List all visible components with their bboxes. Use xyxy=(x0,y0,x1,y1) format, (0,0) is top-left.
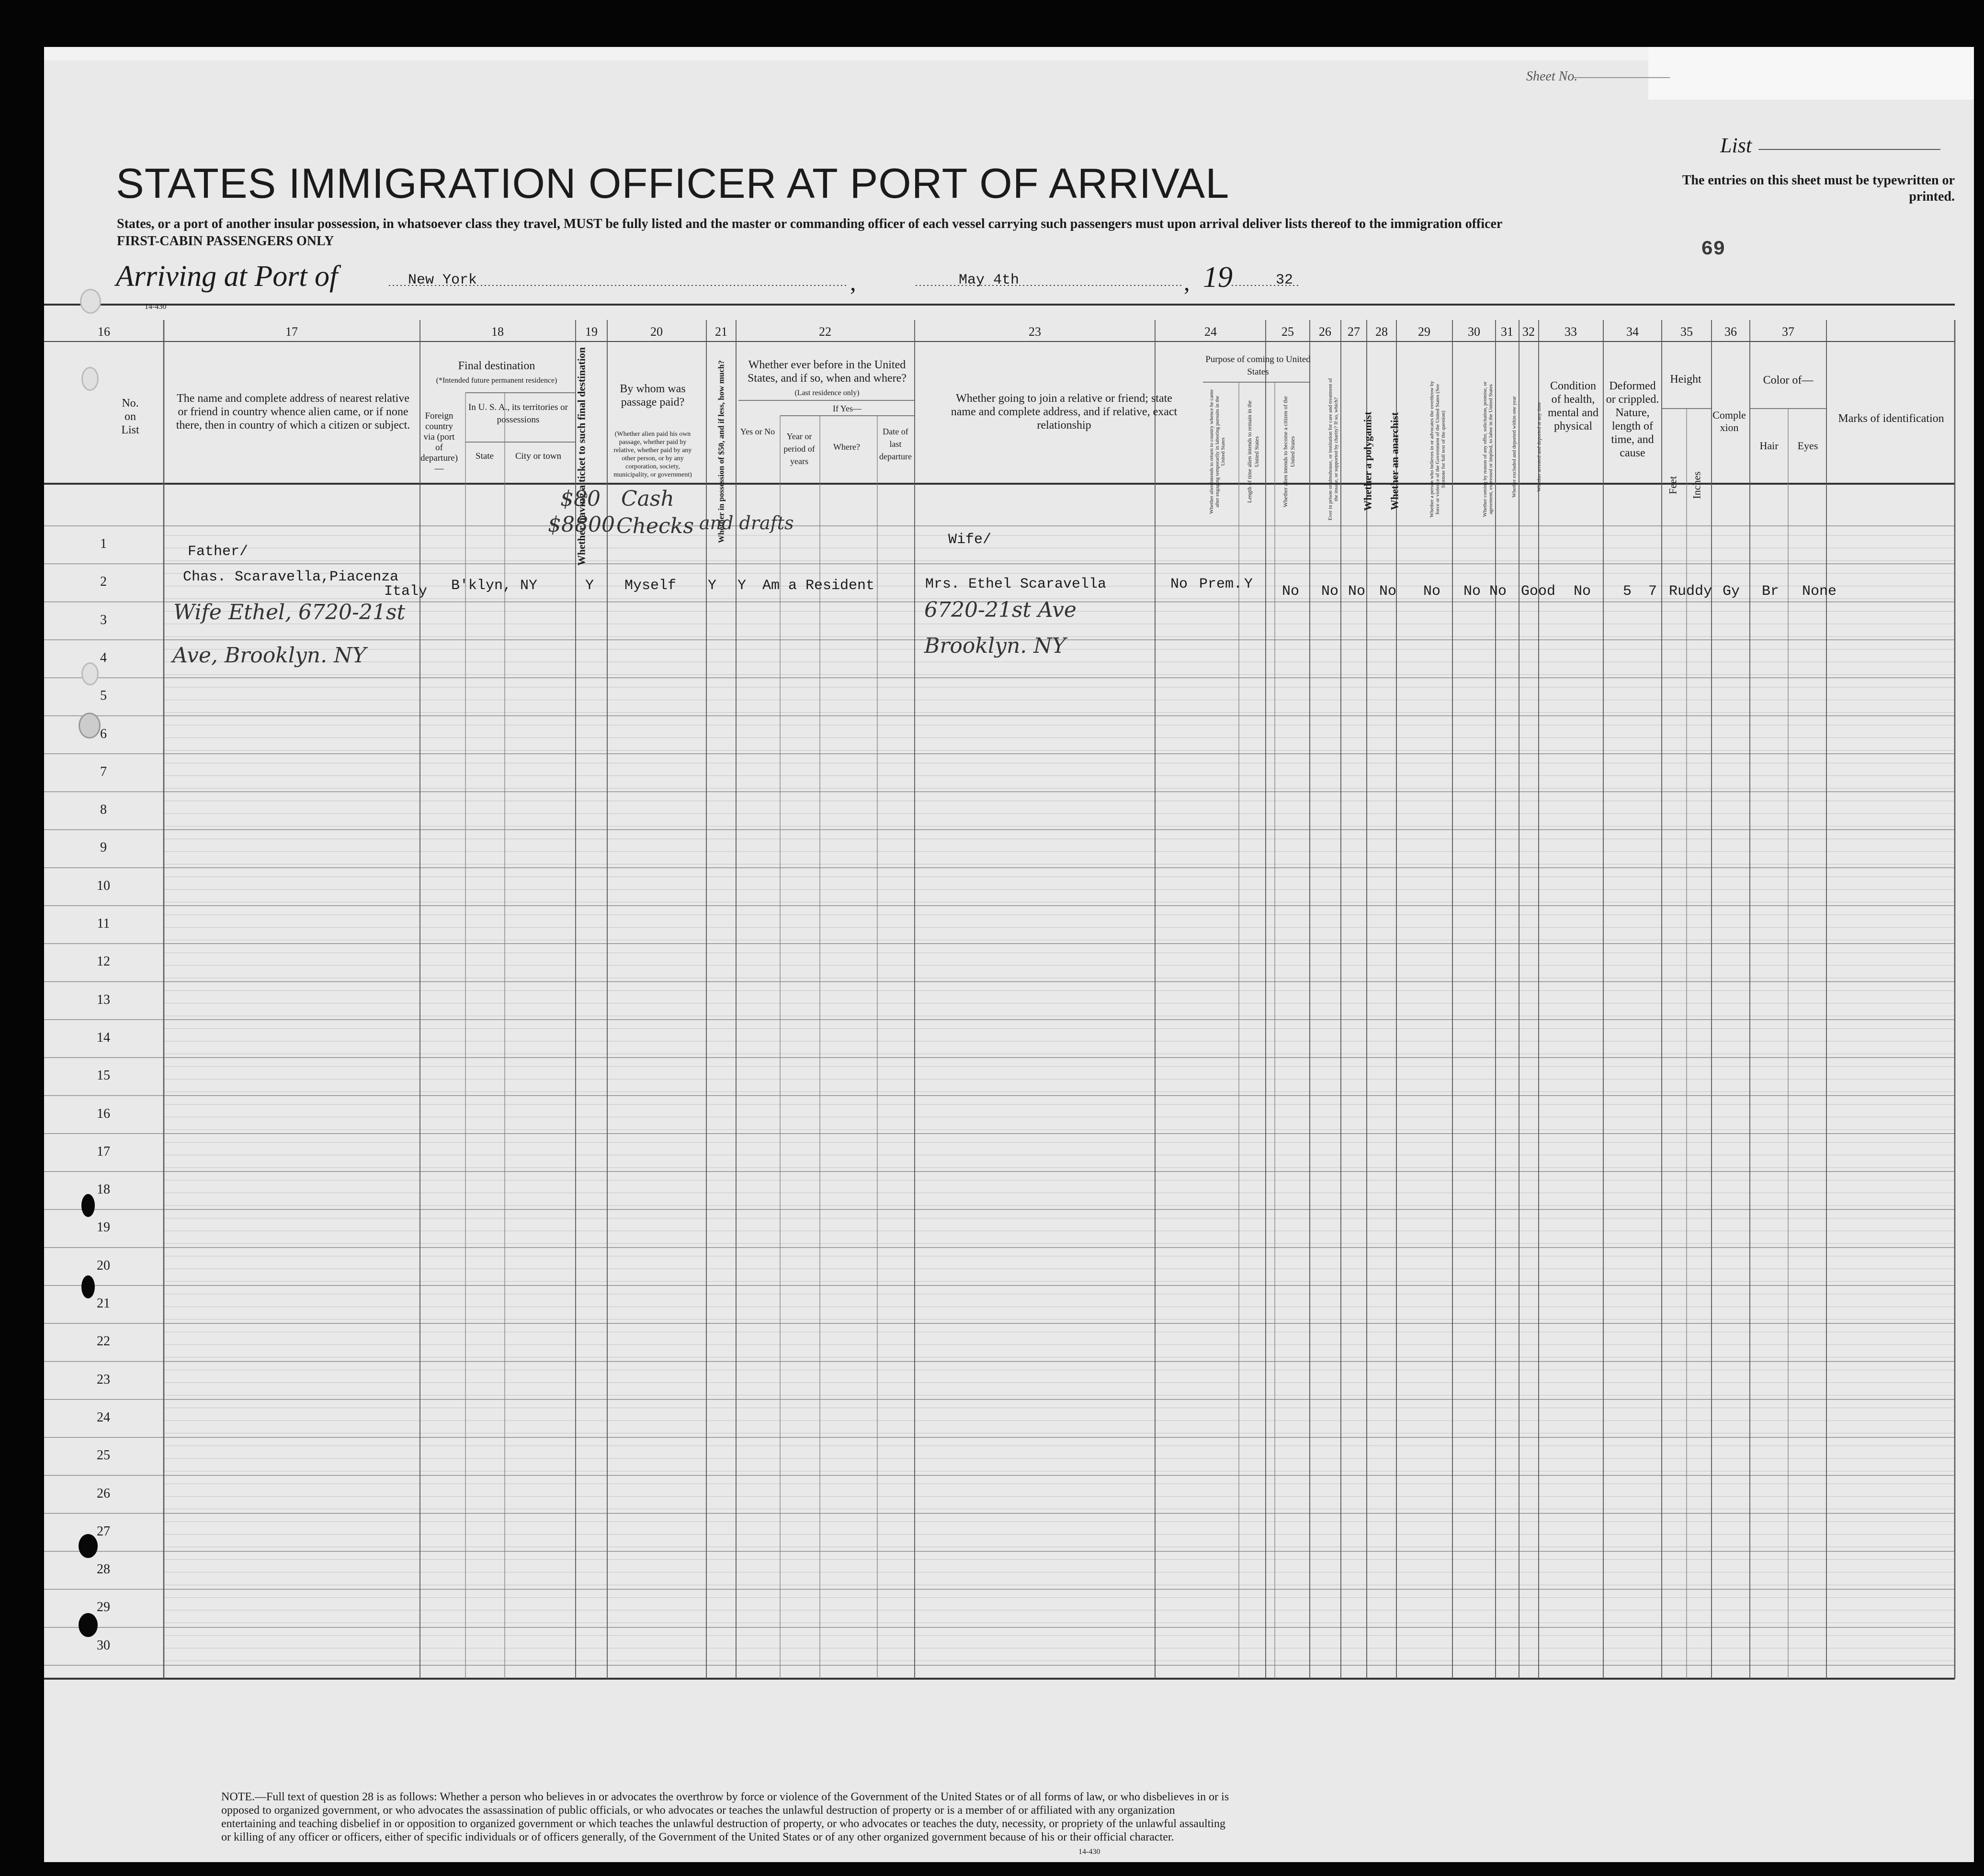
column-number: 33 xyxy=(1565,325,1577,339)
footnote-form-number: 14-430 xyxy=(1078,1848,1100,1856)
row-number: 22 xyxy=(97,1334,110,1349)
marks-value: None xyxy=(1802,583,1837,600)
row-number: 10 xyxy=(97,878,110,893)
purpose-return: No xyxy=(1170,576,1188,592)
year-comma: , xyxy=(1184,269,1190,296)
column-number: 21 xyxy=(715,325,727,339)
header-hair: Hair xyxy=(1759,440,1779,452)
before-in-us-value: Y xyxy=(737,578,747,594)
column-number: 35 xyxy=(1680,325,1693,339)
row-number: 25 xyxy=(97,1448,110,1463)
join-label: Wife/ xyxy=(948,532,992,548)
column-number: 22 xyxy=(819,325,831,339)
header-last-residence: (Last residence only) xyxy=(794,389,860,397)
column-number: 25 xyxy=(1281,325,1294,339)
year-suffix: 32 xyxy=(1276,272,1293,288)
handwritten-cash: Cash xyxy=(621,487,674,511)
list-label: List xyxy=(1720,134,1752,157)
header-excluded: Whether excluded and deported within one year xyxy=(1511,396,1517,498)
header-marks: Marks of identification xyxy=(1838,412,1944,425)
column-number: 32 xyxy=(1522,325,1535,339)
anarchist-value: No xyxy=(1348,583,1366,600)
header-inches: Inches xyxy=(1690,471,1703,499)
row-number: 30 xyxy=(97,1637,110,1653)
column-number: 37 xyxy=(1782,325,1794,339)
row-number: 16 xyxy=(97,1106,110,1121)
row-number: 19 xyxy=(97,1220,110,1235)
row-number: 9 xyxy=(100,840,107,855)
header-passage-paid: By whom was passage paid? xyxy=(620,383,686,409)
binder-hole xyxy=(80,289,101,314)
complexion-value: Ruddy xyxy=(1669,583,1712,600)
header-deported: Whether arrested and deported at any time xyxy=(1536,402,1542,492)
ticket-value: Y xyxy=(585,578,594,594)
row-number: 7 xyxy=(100,764,107,779)
header-no-on-list: No. on List xyxy=(121,397,139,436)
date-value: May 4th xyxy=(959,272,1020,288)
column-number: 30 xyxy=(1468,325,1480,339)
header-eyes: Eyes xyxy=(1797,440,1818,452)
header-labor-offer: Whether coming by reason of any offer, solicitation, promise, or agreement, expressed or implied, to labor in the United States xyxy=(1482,381,1494,517)
footnote: NOTE.—Full text of question 28 is as follows: Whether a person who believes in or advocates the overthrow by force or violence of the Government of the United States or of all forms of law, or who disbelieves in or is opposed to organized government, or who advocates the assassination of public officials, or who advocates or teaches the unlawful destruction of property or is a member of or affiliated with any organization entertaining and teaching disbelief in or opposition to organized government or which teaches the unlawful destruction of property, or who advocates or teaches the duty, necessity, or propriety of the unlawful assaulting or killing of any officer or officers, either of specific individuals or of officers generally, of the Government of the United States or of any other organized government because of his or their official character. xyxy=(221,1791,1229,1843)
row-number: 28 xyxy=(97,1562,110,1577)
destination: B'klyn, NY xyxy=(451,578,538,594)
row-number: 24 xyxy=(97,1410,110,1425)
column-number: 16 xyxy=(98,325,110,339)
purpose-length: Prem. xyxy=(1199,576,1243,592)
polygamist-value: No xyxy=(1321,583,1339,600)
header-if-yes: If Yes— xyxy=(832,404,862,413)
row-number: 8 xyxy=(100,802,107,818)
deported-value: No xyxy=(1489,583,1507,600)
binder-hole xyxy=(81,1275,95,1298)
column-number: 23 xyxy=(1029,325,1041,339)
header-yes-or-no: Yes or No xyxy=(740,427,775,436)
handwritten-drafts: and drafts xyxy=(699,512,794,534)
entries-note: The entries on this sheet must be typewritten or printed. xyxy=(1682,173,1955,204)
row-number: 20 xyxy=(97,1258,110,1273)
row-number: 1 xyxy=(100,536,107,551)
handwritten-relative-line-2: Ave, Brooklyn. NY xyxy=(172,643,366,668)
class-line: FIRST-CABIN PASSENGERS ONLY xyxy=(117,234,334,249)
passage-paid-value: Myself xyxy=(624,578,677,594)
intro-line: States, or a port of another insular possession, in whatsoever class they travel, MUST be fully listed and the master or commanding officer of each vessel carrying such passengers must upon arrival deliver lists thereof to the immigration officer xyxy=(117,216,1503,231)
header-purpose-return: Whether alien intends to return to country whence he came after engaging temporarily in laboring pursuits in the United States xyxy=(1209,389,1226,514)
header-where: Where? xyxy=(833,442,860,452)
header-purpose-citizen: Whether alien intends to become a citizen of the United States xyxy=(1282,396,1296,507)
relative-label: Father/ xyxy=(188,544,249,560)
header-deformed: Deformed or crippled. Nature, length of time, and cause xyxy=(1606,380,1659,459)
handwritten-join-line-2: Brooklyn. NY xyxy=(924,634,1066,658)
row-number: 14 xyxy=(97,1030,110,1045)
row-number: 15 xyxy=(97,1068,110,1083)
arriving-label: Arriving at Port of xyxy=(116,260,338,293)
date-comma: , xyxy=(850,269,856,296)
manifest-sheet xyxy=(44,47,1974,1862)
column-number: 27 xyxy=(1348,325,1360,339)
row-number: 12 xyxy=(97,954,110,969)
header-fifty-dollars: Whether in possession of $50, and if less, how much? xyxy=(716,360,726,543)
overthrow-value: No xyxy=(1379,583,1397,600)
header-overthrow: Whether a person who believes in or advocates the overthrow by force or violence of the Government of the United States (See footnote for full text of the question) xyxy=(1429,381,1446,518)
form-number: 14-430 xyxy=(145,303,167,311)
row-number: 21 xyxy=(97,1296,110,1311)
column-number: 34 xyxy=(1626,325,1639,339)
before-detail: Am a Resident xyxy=(762,578,875,594)
header-purpose-length: Length of time alien intends to remain in the United States xyxy=(1246,400,1260,503)
row-number: 17 xyxy=(97,1144,110,1159)
header-city-or-town: City or town xyxy=(515,451,562,461)
header-feet: Feet xyxy=(1667,476,1679,494)
handwritten-money-2: $8800 xyxy=(548,512,615,537)
row-number: 11 xyxy=(97,916,110,931)
row-number: 2 xyxy=(100,574,107,590)
relative-name: Chas. Scaravella,Piacenza xyxy=(183,569,399,585)
excluded-value: No xyxy=(1463,583,1481,600)
hair-value: Gy xyxy=(1723,583,1740,600)
binder-hole xyxy=(79,713,101,739)
header-color-of: Color of— xyxy=(1763,374,1814,387)
header-relative-address: The name and complete address of nearest relative or friend in country whence alien came, or if none there, then in country of which a citizen or subject. xyxy=(176,392,410,432)
column-number: 29 xyxy=(1418,325,1430,339)
header-before-in-us: Whether ever before in the United States, and if so, when and where? xyxy=(748,359,907,385)
column-number: 36 xyxy=(1724,325,1737,339)
sheet-number-label: Sheet No. xyxy=(1526,69,1578,84)
header-passage-paid-sub: (Whether alien paid his own passage, whether paid by relative, whether paid by any other person, or by any corporation, society, municipality, or government) xyxy=(613,431,692,478)
row-number: 5 xyxy=(100,688,107,704)
row-number: 23 xyxy=(97,1372,110,1387)
binder-hole xyxy=(81,1194,95,1217)
column-number: 17 xyxy=(285,325,298,339)
handwritten-money-1: $80 xyxy=(560,487,601,511)
column-number: 20 xyxy=(650,325,663,339)
inches-value: 7 xyxy=(1648,583,1657,600)
header-date-last-departure: Date of last departure xyxy=(879,427,912,461)
column-number: 24 xyxy=(1204,325,1217,339)
header-complexion: Complexion xyxy=(1712,409,1746,433)
year-prefix: 19 xyxy=(1203,261,1233,294)
intro-text xyxy=(117,216,1697,250)
ruled-grid xyxy=(44,47,1974,1862)
port-value: New York xyxy=(408,272,477,288)
labor-offer-value: No xyxy=(1423,583,1441,600)
column-number: 18 xyxy=(491,325,504,339)
header-purpose: Purpose of coming to United States xyxy=(1205,354,1311,377)
row-number: 6 xyxy=(100,726,107,741)
binder-hole xyxy=(81,662,99,685)
header-join-relative: Whether going to join a relative or friend; state name and complete address, and if relative, exact relationship xyxy=(951,392,1178,432)
row-number: 18 xyxy=(97,1182,110,1197)
binder-hole xyxy=(79,1613,98,1637)
row-number: 3 xyxy=(100,612,107,627)
column-number: 26 xyxy=(1319,325,1331,339)
page-title: STATES IMMIGRATION OFFICER AT PORT OF ARRIVAL xyxy=(116,159,1230,207)
row-number: 26 xyxy=(97,1486,110,1501)
header-polygamist: Whether a polygamist xyxy=(1361,411,1374,511)
handwritten-checks: Checks xyxy=(616,514,694,538)
row-number: 27 xyxy=(97,1524,110,1539)
row-number: 13 xyxy=(97,992,110,1007)
health-value: Good xyxy=(1521,583,1556,600)
header-state: State xyxy=(476,451,494,461)
header-health: Condition of health, mental and physical xyxy=(1548,380,1599,432)
relative-country: Italy xyxy=(384,583,428,600)
column-number: 28 xyxy=(1375,325,1388,339)
header-anarchist: Whether an anarchist xyxy=(1388,412,1401,511)
header-prison: Ever in prison or almshouse, or institution for care and treatment of the insane, or supported by charity? If so, which? xyxy=(1327,378,1339,521)
join-name: Mrs. Ethel Scaravella xyxy=(925,576,1107,592)
header-year-period: Year or period of years xyxy=(783,432,815,466)
column-number: 19 xyxy=(585,325,598,339)
header-final-destination-sub: (*Intended future permanent residence) xyxy=(436,376,557,385)
purpose-citizen: Y xyxy=(1244,576,1253,592)
prison-value: No xyxy=(1282,583,1300,600)
binder-hole xyxy=(81,367,99,391)
list-number: 69 xyxy=(1701,238,1725,261)
column-number: 31 xyxy=(1501,325,1513,339)
header-foreign-country: Foreign country via (port of departure)— xyxy=(420,411,458,474)
header-in-usa: In U. S. A., its territories or possessions xyxy=(468,402,568,425)
eyes-value: Br xyxy=(1762,583,1780,600)
row-number: 4 xyxy=(100,650,107,665)
handwritten-relative-line-1: Wife Ethel, 6720-21st xyxy=(173,600,406,625)
binder-hole xyxy=(79,1534,98,1558)
row-number: 29 xyxy=(97,1600,110,1615)
money-value: Y xyxy=(708,578,717,594)
header-ticket: Whether having a ticket to such final destination xyxy=(575,347,588,566)
header-height: Height xyxy=(1670,373,1701,386)
header-final-destination: Final destination xyxy=(458,360,535,372)
deformed-value: No xyxy=(1574,583,1591,600)
handwritten-join-line-1: 6720-21st Ave xyxy=(924,598,1077,622)
feet-value: 5 xyxy=(1623,583,1632,600)
